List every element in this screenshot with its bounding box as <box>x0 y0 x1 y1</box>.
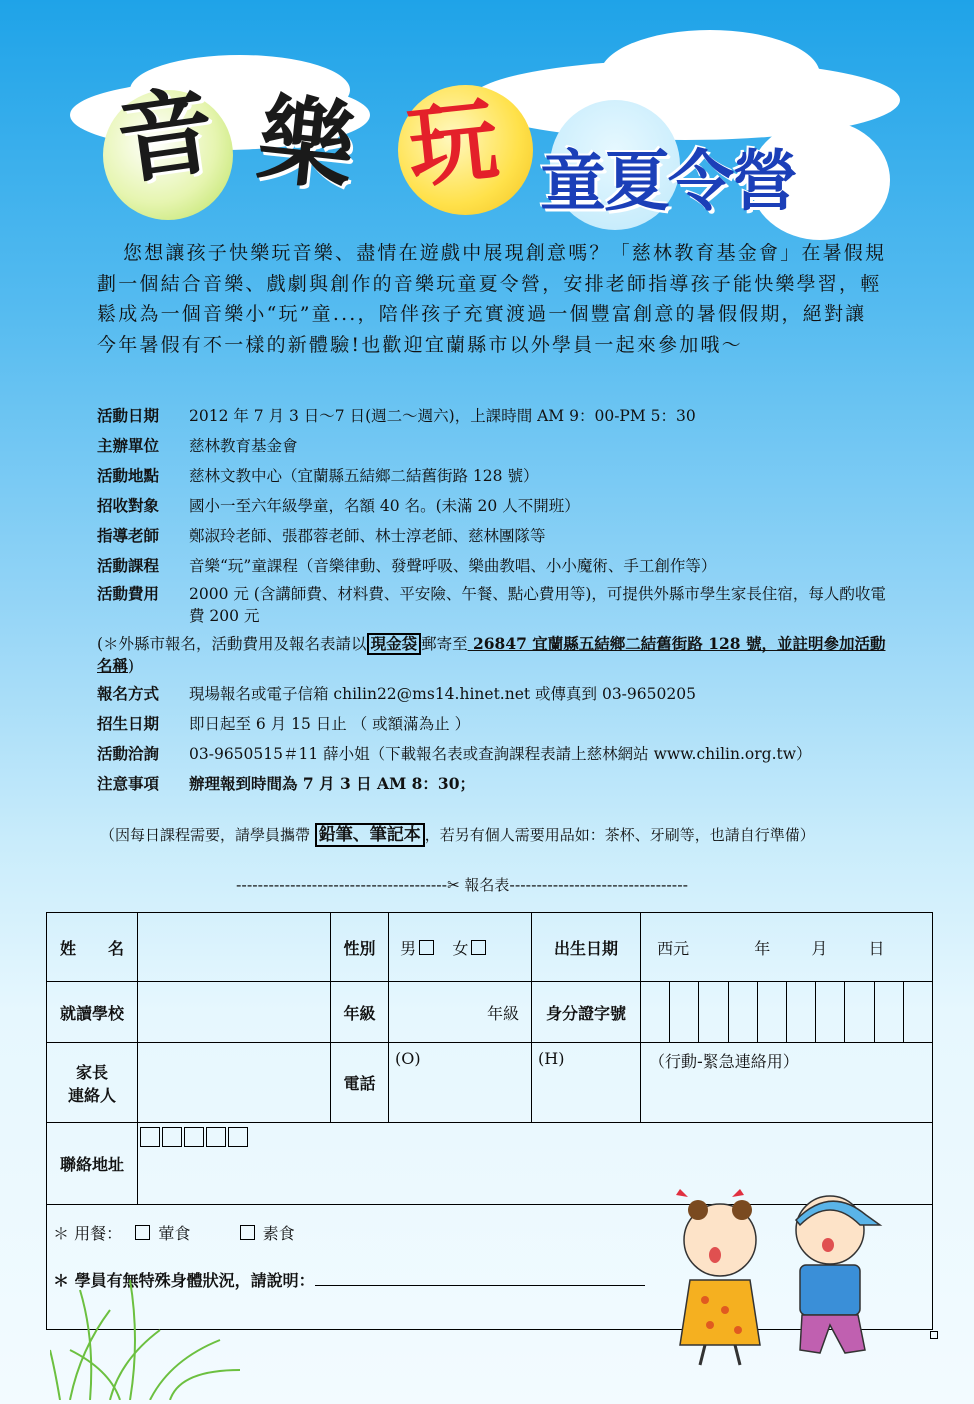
checkbox-meat[interactable] <box>135 1225 150 1240</box>
label-phone: 電話 <box>331 1043 389 1123</box>
zip-box[interactable] <box>184 1127 204 1147</box>
input-phone-home[interactable] <box>532 1043 641 1123</box>
parent-line2: 連絡人 <box>67 1085 116 1105</box>
meal-veg: 素食 <box>262 1224 295 1243</box>
info-value: 慈林文教中心（宜蘭縣五結鄉二結舊街路 128 號） <box>189 467 539 485</box>
info-label: 活動費用 <box>97 585 160 603</box>
info-value: 現場報名或電子信箱 chilin22@ms14.hinet.net 或傳真到 03-9650205 <box>189 685 696 703</box>
info-signup <box>97 683 696 705</box>
title-banner <box>0 0 974 235</box>
intro-paragraph: 您想讓孩子快樂玩音樂、盡情在遊戲中展現創意嗎？「慈林教育基金會」在暑假規劃一個結合音樂、戲劇與創作的音樂玩童夏令營，安排老師指導孩子能快樂學習，輕鬆成為一個音樂小“玩”童...，陪伴孩子充實渡過一個豐富創意的暑假假期，絕對讓今年暑假有不一樣的新體驗!也歡迎宜蘭縣市以外學員一起來參加哦～ <box>97 242 887 356</box>
note-suffix: ，若另有個人需要用品如：茶杯、牙刷等，也請自行準備） <box>424 826 815 844</box>
title-char-yue: 樂 <box>252 83 360 205</box>
checkbox-veg[interactable] <box>240 1225 255 1240</box>
info-label: 招收對象 <box>97 497 160 515</box>
remit-address: 26847 宜蘭縣五結鄉二結舊街路 128 號，並註明參加活動名稱 <box>97 634 886 675</box>
info-value: 2000 元 (含講師費、材料費、平安險、午餐、點心費用等)，可提供外縣市學生家長住宿，每人酌收電費 200 元 <box>189 585 886 625</box>
meal-meat: 葷食 <box>158 1224 191 1243</box>
info-label: 招生日期 <box>97 715 160 733</box>
zip-box[interactable] <box>140 1127 160 1147</box>
input-grade[interactable] <box>389 982 532 1043</box>
health-label: ＊ 學員有無特殊身體狀況，請說明： <box>53 1271 315 1290</box>
corner-mark <box>930 1331 938 1339</box>
info-value: 即日起至 6 月 15 日止 （ 或額滿為止 ） <box>189 715 471 733</box>
birth-day: 日 <box>868 938 885 958</box>
boy-figure <box>796 1196 880 1353</box>
title-char-wan: 玩 <box>402 87 504 202</box>
info-teachers <box>97 525 546 547</box>
info-target <box>97 495 580 517</box>
info-label: 注意事項 <box>97 775 160 793</box>
label-school: 就讀學校 <box>47 982 138 1043</box>
input-phone-mobile[interactable] <box>641 1043 933 1123</box>
zip-box[interactable] <box>162 1127 182 1147</box>
zip-box[interactable] <box>228 1127 248 1147</box>
kids-illustration <box>660 1185 900 1370</box>
supplies-note <box>100 820 900 845</box>
info-label: 活動日期 <box>97 407 160 425</box>
info-remit <box>97 633 887 677</box>
id-boxes <box>641 982 932 1042</box>
gender-options <box>389 913 532 982</box>
gender-female: 女 <box>452 938 469 958</box>
info-label: 指導老師 <box>97 527 160 545</box>
label-id: 身分證字號 <box>532 982 641 1043</box>
input-school[interactable] <box>138 982 331 1043</box>
title-char-yin: 音 <box>110 73 222 199</box>
info-label: 活動地點 <box>97 467 160 485</box>
birth-era: 西元 <box>657 938 690 958</box>
remit-end: ) <box>128 657 135 675</box>
input-birth[interactable] <box>641 913 933 982</box>
info-fee <box>97 583 887 627</box>
remit-mid: 郵寄至 <box>421 635 468 653</box>
zip-box[interactable] <box>206 1127 226 1147</box>
info-value: 鄭淑玲老師、張郡蓉老師、林士淳老師、慈林團隊等 <box>189 527 546 545</box>
cut-line-scissors: ---------------------------------------✂ 報名表--------------------------------- <box>236 876 689 894</box>
label-birth: 出生日期 <box>532 913 641 982</box>
info-value: 音樂“玩”童課程（音樂律動、發聲呼吸、樂曲教唱、小小魔術、手工創作等） <box>189 557 717 575</box>
birth-month: 月 <box>811 938 828 958</box>
input-parent[interactable] <box>138 1043 331 1123</box>
input-name[interactable] <box>138 913 331 982</box>
note-prefix: （因每日課程需要，請學員攜帶 <box>100 826 315 844</box>
info-period <box>97 713 470 735</box>
info-value: 辦理報到時間為 7 月 3 日 AM 8：30； <box>189 774 475 793</box>
health-input-line[interactable] <box>315 1269 645 1286</box>
info-contact <box>97 743 812 765</box>
meal-label: ＊ 用餐： <box>53 1224 123 1243</box>
phone-o: (O) <box>395 1049 421 1068</box>
checkbox-female[interactable] <box>471 940 486 955</box>
info-date <box>97 405 696 427</box>
grass-illustration <box>50 1270 250 1400</box>
label-gender: 性別 <box>331 913 389 982</box>
label-address: 聯絡地址 <box>47 1123 138 1205</box>
info-label: 活動洽詢 <box>97 745 160 763</box>
info-value: 03-9650515＃11 薛小姐（下載報名表或查詢課程表請上慈林網站 www.chilin.org.tw） <box>189 745 812 763</box>
info-label: 主辦單位 <box>97 437 160 455</box>
info-venue <box>97 465 538 487</box>
info-value: 2012 年 7 月 3 日～7 日(週二～週六)，上課時間 AM 9：00-PM 5：30 <box>189 407 696 425</box>
title-subtitle: 童夏令營 <box>540 143 796 220</box>
info-course <box>97 555 716 577</box>
parent-line1: 家長 <box>75 1062 108 1082</box>
checkbox-male[interactable] <box>419 940 434 955</box>
phone-h: (H) <box>538 1049 565 1068</box>
info-organizer <box>97 435 298 457</box>
remit-prefix: (＊外縣市報名，活動費用及報名表請以 <box>97 635 367 653</box>
input-phone-office[interactable] <box>389 1043 532 1123</box>
grade-unit: 年級 <box>486 1003 519 1023</box>
label-parent <box>47 1043 138 1123</box>
birth-year: 年 <box>754 938 771 958</box>
info-label: 活動課程 <box>97 557 160 575</box>
label-grade: 年級 <box>331 982 389 1043</box>
info-label: 報名方式 <box>97 685 160 703</box>
remit-cash-envelope: 現金袋 <box>367 633 422 655</box>
info-value: 慈林教育基金會 <box>189 437 298 455</box>
info-notice <box>97 773 475 795</box>
gender-male: 男 <box>400 938 417 958</box>
phone-mobile: （行動-緊急連絡用） <box>649 1052 799 1071</box>
girl-figure <box>676 1189 760 1365</box>
label-name: 姓 名 <box>47 913 138 982</box>
input-id[interactable] <box>641 982 933 1043</box>
note-boxed-items: 鉛筆、筆記本 <box>315 823 425 847</box>
info-value: 國小一至六年級學童，名額 40 名。(未滿 20 人不開班） <box>189 497 580 515</box>
